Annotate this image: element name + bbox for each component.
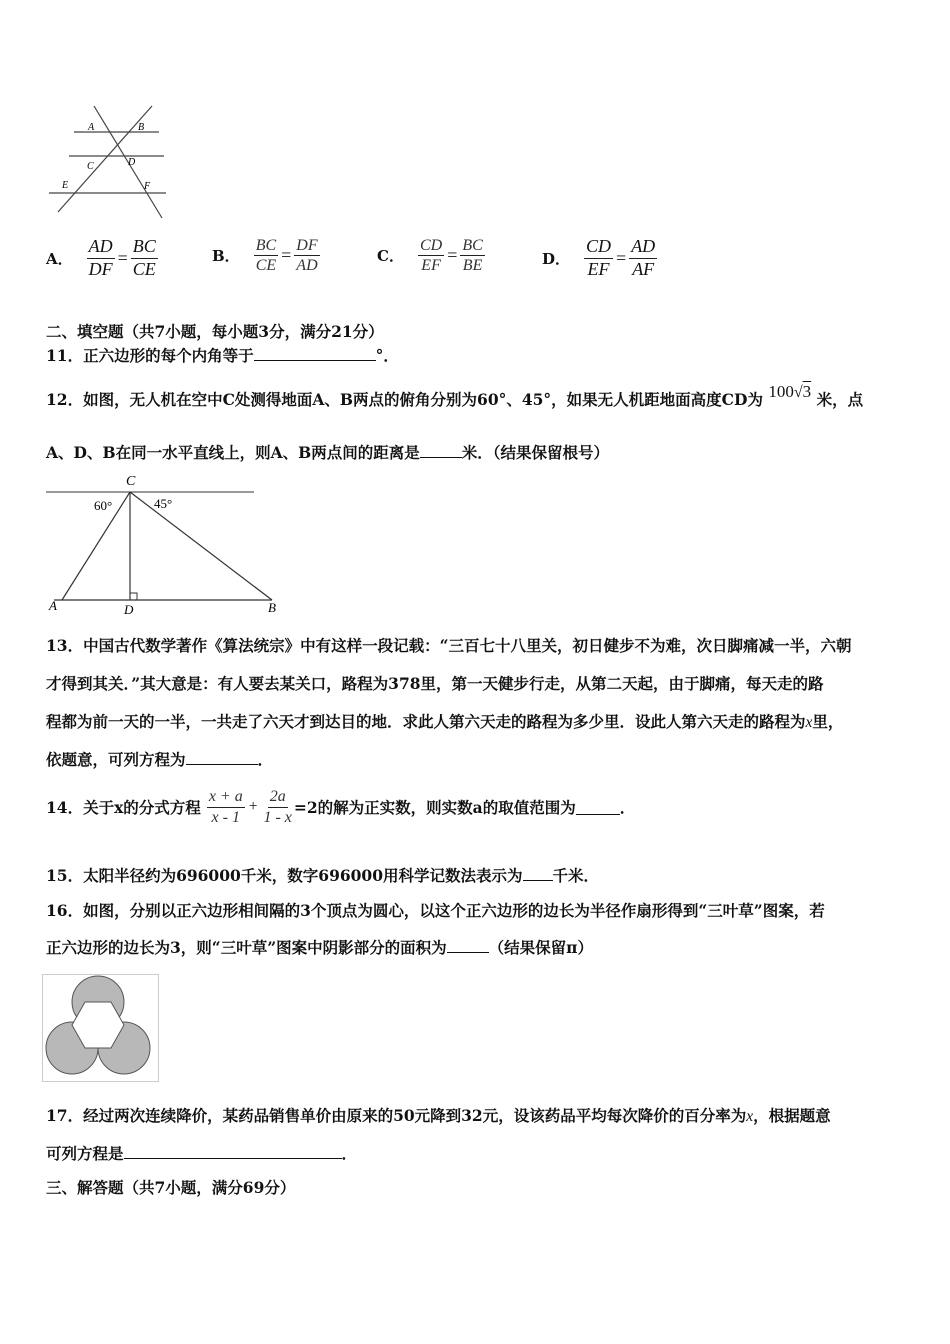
question-15: 15．太阳半径约为696000千米，数字696000用科学记数法表示为 千米． xyxy=(46,866,600,885)
option-a-fraction-2: $\frac{BC}{CE}$ xyxy=(132,236,156,279)
option-a[interactable]: A． $\frac{AD}{DF}$ = $\frac{BC}{CE}$ xyxy=(46,236,156,279)
section-3-title: 三、解答题（共7小题，满分69分） xyxy=(46,1178,296,1197)
option-c-fraction-1: $\frac{CD}{EF}$ xyxy=(419,237,443,275)
option-b-fraction-1: $\frac{BC}{CE}$ xyxy=(255,237,277,275)
right-angle-mark xyxy=(130,593,137,600)
angle-60-label: 60° xyxy=(94,498,113,513)
answer-blank-12[interactable] xyxy=(420,443,462,458)
vertex-d: D xyxy=(124,602,134,617)
option-d-fraction-1: $\frac{CD}{EF}$ xyxy=(586,236,612,279)
drone-triangle-figure xyxy=(44,472,276,618)
vertex-c: C xyxy=(126,474,136,489)
option-d-fraction-2: $\frac{AD}{AF}$ xyxy=(631,236,656,279)
label-a: A xyxy=(88,122,95,133)
answer-blank-13[interactable] xyxy=(186,750,258,765)
answer-blank-11[interactable] xyxy=(254,346,376,361)
question-13-line-4: 依题意，可列方程为 ． xyxy=(46,750,274,769)
question-13-line-3: 程都为前一天的一半，一共走了六天才到达目的地．求此人第六天走的路程为多少里．设此人第六天走的路程为x里， xyxy=(46,712,844,731)
question-11: 11．正六边形的每个内角等于 °． xyxy=(46,346,399,365)
question-16-line-1: 16．如图，分别以正六边形相间隔的3个顶点为圆心，以这个正六边形的边长为半径作扇形得到“三叶草”图案，若 xyxy=(46,901,825,920)
option-d[interactable]: D． $\frac{CD}{EF}$ = $\frac{AD}{AF}$ xyxy=(542,236,656,279)
label-e: E xyxy=(62,180,69,191)
answer-blank-14[interactable] xyxy=(576,800,620,815)
question-12-line-1: 12．如图，无人机在空中C处测得地面A、B两点的俯角分别为60°、45°，如果无人机距地面高度CD为 100√3 米，点 xyxy=(46,382,864,409)
option-a-fraction-1: $\frac{AD}{DF}$ xyxy=(88,236,113,279)
option-c-fraction-2: $\frac{BC}{BE}$ xyxy=(462,237,483,275)
question-16-line-2: 正六边形的边长为3，则“三叶草”图案中阴影部分的面积为 （结果保留π） xyxy=(46,938,593,957)
parallel-lines-figure xyxy=(44,100,174,220)
question-17-line-2: 可列方程是 ． xyxy=(46,1144,358,1163)
label-d: D xyxy=(128,157,136,168)
label-f: F xyxy=(144,181,151,192)
segment-cb xyxy=(130,492,272,600)
answer-blank-17[interactable] xyxy=(124,1144,342,1159)
option-b[interactable]: B． $\frac{BC}{CE}$ = $\frac{DF}{AD}$ xyxy=(212,237,318,275)
vertex-a: A xyxy=(49,598,57,613)
question-13-line-1: 13．中国古代数学著作《算法统宗》中有这样一段记载：“三百七十八里关，初日健步不为难，次日脚痛减一半，六朝 xyxy=(46,636,852,655)
height-value: 100√3 xyxy=(768,382,812,401)
fraction-1: $\frac{x + a}{x - 1}$ xyxy=(208,788,243,826)
answer-blank-15[interactable] xyxy=(523,866,553,881)
vertex-b: B xyxy=(268,600,276,615)
question-12-line-2: A、D、B在同一水平直线上，则A、B两点间的距离是 米．（结果保留根号） xyxy=(46,443,609,462)
label-c: C xyxy=(87,161,94,172)
label-b: B xyxy=(138,122,145,133)
question-13-line-2: 才得到其关．”其大意是：有人要去某关口，路程为378里，第一天健步行走，从第二天起，由于脚痛，每天走的路 xyxy=(46,674,824,693)
section-2-title: 二、填空题（共7小题，每小题3分，满分21分） xyxy=(46,322,384,341)
question-14: 14．关于x的分式方程 $\frac{x + a}{x - 1}$ + $\frac{2a}{1 - x}$ =2的解为正实数，则实数a的取值范围为 ． xyxy=(46,788,636,826)
answer-blank-16[interactable] xyxy=(447,938,489,953)
option-b-fraction-2: $\frac{DF}{AD}$ xyxy=(296,237,318,275)
angle-45-label: 45° xyxy=(154,496,173,511)
clover-figure xyxy=(42,974,160,1082)
question-17-line-1: 17．经过两次连续降价，某药品销售单价由原来的50元降到32元，设该药品平均每次降价的百分率为x，根据题意 xyxy=(46,1106,831,1125)
option-c[interactable]: C． $\frac{CD}{EF}$ = $\frac{BC}{BE}$ xyxy=(377,237,483,275)
fraction-2: $\frac{2a}{1 - x}$ xyxy=(263,788,292,826)
